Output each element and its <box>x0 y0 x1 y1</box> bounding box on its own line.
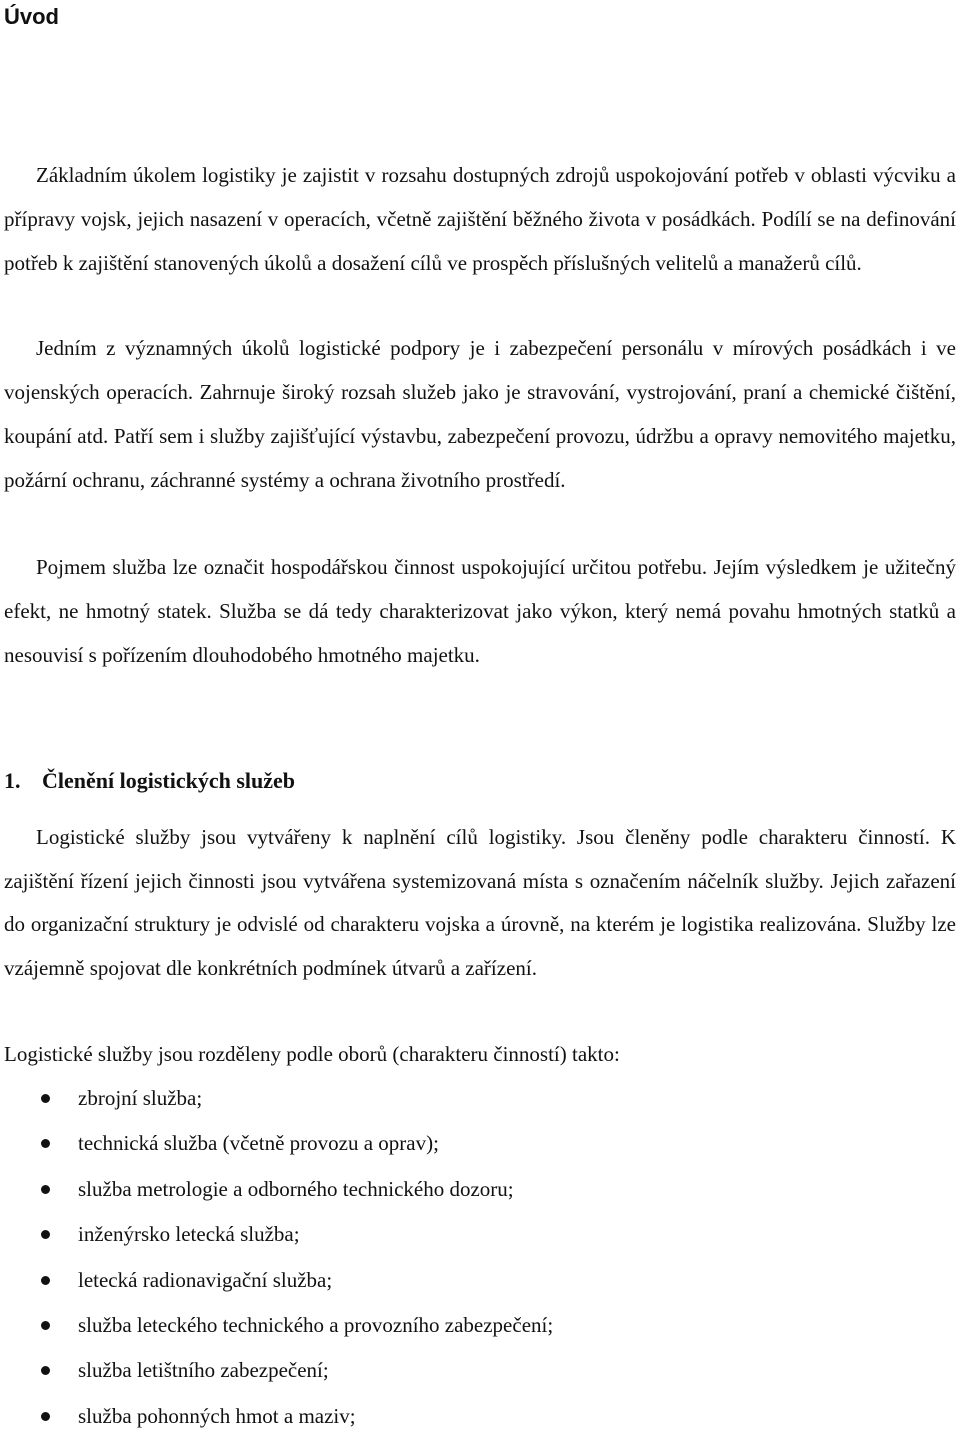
list-item-text: letecká radionavigační služba; <box>78 1267 333 1292</box>
bullet-icon <box>41 1412 50 1421</box>
intro-paragraph-3: Pojmem služba lze označit hospodářskou činnost uspokojující určitou potřebu. Jejím výsledkem je užitečný efekt, ne hmotný statek. Služba se dá tedy charakterizovat jako výkon, který nemá povahu hmotných statků a nesouvisí s pořízením dlouhodobého hmotného majetku. <box>4 555 956 667</box>
list-item <box>0 1076 553 1121</box>
list-item <box>0 1212 553 1257</box>
list-item <box>0 1121 553 1166</box>
section-paragraph: Logistické služby jsou vytvářeny k naplnění cílů logistiky. Jsou členěny podle charakteru činností. K zajištění řízení jejich činnosti jsou vytvářena systemizovaná místa s označením náčelník služby. Jejich zařazení do organizační struktury je odvislé od charakteru vojska a úrovně, na kterém je logistika realizována. Služby lze vzájemně spojovat dle konkrétních podmínek útvarů a zařízení. <box>4 825 956 980</box>
list-item-text: služba letištního zabezpečení; <box>78 1358 329 1383</box>
bullet-icon <box>41 1366 50 1375</box>
bullet-icon <box>41 1185 50 1194</box>
intro-paragraph-2: Jedním z významných úkolů logistické podpory je i zabezpečení personálu v mírových posádkách i ve vojenských operacích. Zahrnuje široký rozsah služeb jako je stravování, vystrojování, praní a chemické čištění, koupání atd. Patří sem i služby zajišťující výstavbu, zabezpečení provozu, údržbu a opravy nemovitého majetku, požární ochranu, záchranné systémy a ochrana životního prostředí. <box>4 336 956 492</box>
bullet-icon <box>41 1321 50 1330</box>
bullet-icon <box>41 1094 50 1103</box>
bullet-icon <box>41 1230 50 1239</box>
section-number: 1. <box>4 768 21 793</box>
list-intro: Logistické služby jsou rozděleny podle oborů (charakteru činností) takto: <box>4 1042 620 1066</box>
services-list <box>0 1076 553 1439</box>
section-title: Členění logistických služeb <box>42 768 296 793</box>
list-item <box>0 1348 553 1393</box>
bullet-icon <box>41 1276 50 1285</box>
intro-paragraph-1: Základním úkolem logistiky je zajistit v rozsahu dostupných zdrojů uspokojování potřeb v oblasti výcviku a přípravy vojsk, jejich nasazení v operacích, včetně zajištění běžného života v posádkách. Podílí se na definování potřeb k zajištění stanovených úkolů a dosažení cílů ve prospěch příslušných velitelů a manažerů cílů. <box>4 163 956 275</box>
page-title: Úvod <box>4 4 59 29</box>
list-item <box>0 1303 553 1348</box>
list-item <box>0 1394 553 1439</box>
list-item <box>0 1258 553 1303</box>
list-item-text: služba metrologie a odborného technického dozoru; <box>78 1176 514 1201</box>
list-item-text: služba pohonných hmot a maziv; <box>78 1403 356 1428</box>
list-item <box>0 1167 553 1212</box>
section-heading <box>4 768 295 794</box>
bullet-icon <box>41 1139 50 1148</box>
list-item-text: technická služba (včetně provozu a oprav); <box>78 1131 439 1156</box>
list-item-text: inženýrsko letecká služba; <box>78 1222 300 1247</box>
list-item-text: služba leteckého technického a provozního zabezpečení; <box>78 1312 554 1337</box>
list-item-text: zbrojní služba; <box>78 1086 203 1110</box>
